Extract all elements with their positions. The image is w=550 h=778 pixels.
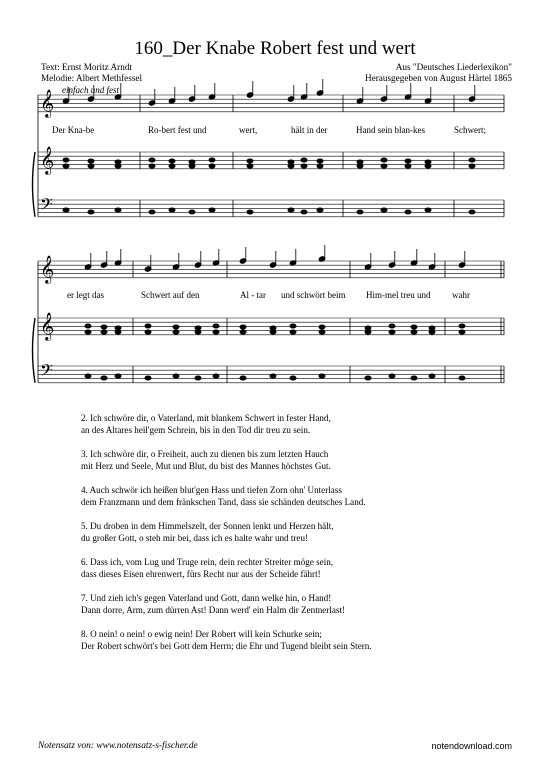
chord-note xyxy=(317,164,323,168)
chord-note xyxy=(459,330,465,334)
bass-note xyxy=(63,208,69,212)
tempo-marking: einfach und fest xyxy=(62,85,119,95)
chord-note xyxy=(88,164,94,168)
editor-credit: Herausgegeben von August Härtel 1865 xyxy=(365,73,512,83)
chord-note xyxy=(101,325,107,329)
chord-note xyxy=(247,164,253,168)
chord-note xyxy=(319,330,325,334)
chord-note xyxy=(411,325,417,329)
chord-note xyxy=(389,324,395,328)
bass-note xyxy=(357,210,363,214)
lyric: er legt das xyxy=(67,290,104,300)
bass-note xyxy=(425,208,431,212)
bar-lines xyxy=(38,95,504,383)
bass-note xyxy=(301,210,307,214)
bass-note xyxy=(365,376,371,380)
treble-clef-icon: 𝄞 xyxy=(40,148,55,174)
chord-note xyxy=(270,330,276,334)
bass-note xyxy=(101,376,107,380)
chord-note xyxy=(357,164,363,168)
bass-note xyxy=(290,376,296,380)
chord-note xyxy=(115,164,121,168)
verse-4: 4. Auch schwör ich heißen blut'gen Hass und tiefen Zorn ohn' Unterlass dem Franzmann und dem fränkschen Tand, dass sie schänden deutsches Land. xyxy=(81,485,366,507)
chord-note xyxy=(115,330,121,334)
chord-note xyxy=(173,330,179,334)
treble-clef-icon: 𝄞 xyxy=(40,91,55,117)
chord-note xyxy=(209,158,215,162)
melody-credit: Melodie: Albert Methfessel xyxy=(41,73,143,83)
chord-note xyxy=(149,158,155,162)
chord-note xyxy=(149,164,155,168)
bass-note xyxy=(88,210,94,214)
chord-note xyxy=(425,164,431,168)
chord-note xyxy=(411,330,417,334)
bass-note xyxy=(411,376,417,380)
lyric: Ro-bert fest und xyxy=(148,125,207,135)
chord-note xyxy=(288,164,294,168)
chord-note xyxy=(429,326,435,330)
chord-note xyxy=(425,160,431,164)
lyric: Schwert; xyxy=(454,125,486,135)
bass-note xyxy=(459,376,465,380)
bass-note xyxy=(149,210,155,214)
chord-note xyxy=(195,330,201,334)
chord-note xyxy=(429,330,435,334)
lyric: Al - tar xyxy=(240,290,266,300)
bass-note xyxy=(115,374,121,378)
chord-note xyxy=(101,330,107,334)
bass-note xyxy=(405,210,411,214)
bass-note xyxy=(389,374,395,378)
lyric: hält in der xyxy=(291,125,328,135)
verse-8: 8. O nein! o nein! o ewig nein! Der Robert will kein Schurke sein; Der Robert schwört's bei Gott dem Herrn; die Ehr und Tugend bleibt sein Stern. xyxy=(81,629,372,651)
lyric: Schwert auf den xyxy=(141,290,200,300)
lyric: Him-mel treu und xyxy=(366,290,431,300)
bass-note xyxy=(213,374,219,378)
treble-clef-icon: 𝄞 xyxy=(40,257,55,283)
bass-note xyxy=(319,374,325,378)
chord-note xyxy=(405,159,411,163)
bass-note xyxy=(469,210,475,214)
chord-note xyxy=(213,324,219,328)
chord-note xyxy=(85,324,91,328)
chord-note xyxy=(115,160,121,164)
piano-braces xyxy=(33,152,36,383)
chord-note xyxy=(85,330,91,334)
bass-note xyxy=(173,374,179,378)
brace-icon xyxy=(33,318,36,383)
bass-note xyxy=(247,210,253,214)
lyric: und schwört beim xyxy=(281,290,346,300)
chord-note xyxy=(290,330,296,334)
bass-clef-icon: 𝄢 xyxy=(40,196,53,218)
lyrics-system-1 xyxy=(52,125,486,135)
verse-5: 5. Du droben in dem Himmelszelt, der Sonnen lenkt und Herzen hält, du großer Gott, o steh mir bei, dass ich es halte wahr und treu! xyxy=(81,521,334,543)
verse-2: 2. Ich schwöre dir, o Vaterland, mit blankem Schwert in fester Hand, an des Altares heil'gem Schrein, bis in den Tod dir treu zu sein. xyxy=(81,413,331,435)
chord-note xyxy=(381,164,387,168)
staff-lines xyxy=(38,95,504,383)
chord-note xyxy=(195,326,201,330)
chord-note xyxy=(459,324,465,328)
bass-note xyxy=(115,208,121,212)
chord-note xyxy=(169,164,175,168)
bass-note xyxy=(145,376,151,380)
verse-3: 3. Ich schwöre dir, o Freiheit, auch zu dienen bis zum letzten Hauch mit Herz und Seele, Mut und Blut, du bist des Mannes höchstes Gut. xyxy=(81,449,331,471)
chord-note xyxy=(173,325,179,329)
chord-note xyxy=(115,326,121,330)
verse-6: 6. Dass ich, vom Lug und Truge rein, dein rechter Streiter möge sein, dass dieses Eisen ehrenwert, fürs Recht nur aus der Scheide fährt! xyxy=(81,557,334,579)
text-credit: Text: Ernst Moritz Arndt xyxy=(41,62,132,72)
chord-note xyxy=(319,325,325,329)
chord-note xyxy=(288,160,294,164)
chord-note xyxy=(405,164,411,168)
lyric: Hand sein blan-kes xyxy=(356,125,425,135)
chord-note xyxy=(270,326,276,330)
chord-note xyxy=(301,164,307,168)
chord-note xyxy=(469,164,475,168)
chord-note xyxy=(301,158,307,162)
bass-note xyxy=(85,374,91,378)
chord-note xyxy=(247,159,253,163)
chord-note xyxy=(357,160,363,164)
chord-note xyxy=(169,159,175,163)
chord-note xyxy=(317,159,323,163)
chord-note xyxy=(63,164,69,168)
chord-note xyxy=(213,330,219,334)
chord-note xyxy=(145,324,151,328)
site-credit: notendownload.com xyxy=(431,741,512,751)
chord-note xyxy=(240,325,246,329)
bass-note xyxy=(240,376,246,380)
treble-clef-icon: 𝄞 xyxy=(40,314,55,340)
chord-note xyxy=(63,158,69,162)
chord-note xyxy=(389,330,395,334)
lyric: Der Kna-be xyxy=(52,125,95,135)
chord-note xyxy=(189,160,195,164)
bass-note xyxy=(209,208,215,212)
bass-note xyxy=(288,208,294,212)
bass-note xyxy=(195,376,201,380)
chord-note xyxy=(189,164,195,168)
chord-note xyxy=(290,324,296,328)
verse-7: 7. Und zieh ich's gegen Vaterland und Gott, dann welke hin, o Hand! Dann dorre, Arm, zum dürren Ast! Dann werd' ein Halm dir Zentnerlast! xyxy=(81,593,346,615)
chord-note xyxy=(381,158,387,162)
chord-note xyxy=(469,158,475,162)
bass-note xyxy=(317,208,323,212)
bass-clef-icon: 𝄢 xyxy=(40,362,53,384)
bass-note xyxy=(189,210,195,214)
lyric: wahr xyxy=(452,290,470,300)
chord-note xyxy=(145,330,151,334)
bass-note xyxy=(381,208,387,212)
bass-note xyxy=(169,208,175,212)
bass-note xyxy=(429,374,435,378)
lyrics-system-2 xyxy=(67,290,470,300)
chord-note xyxy=(88,159,94,163)
source-credit: Aus "Deutsches Liederlexikon" xyxy=(395,62,512,72)
lyric: wert, xyxy=(239,125,258,135)
chord-note xyxy=(365,326,371,330)
bass-note xyxy=(270,374,276,378)
chord-note xyxy=(209,164,215,168)
chord-note xyxy=(240,330,246,334)
engraver-credit: Notensatz von: www.notensatz-s-fischer.de xyxy=(38,741,198,751)
brace-icon xyxy=(33,152,36,217)
chord-note xyxy=(365,330,371,334)
verses xyxy=(81,413,521,665)
song-title: 160_Der Knabe Robert fest und wert xyxy=(134,38,416,59)
